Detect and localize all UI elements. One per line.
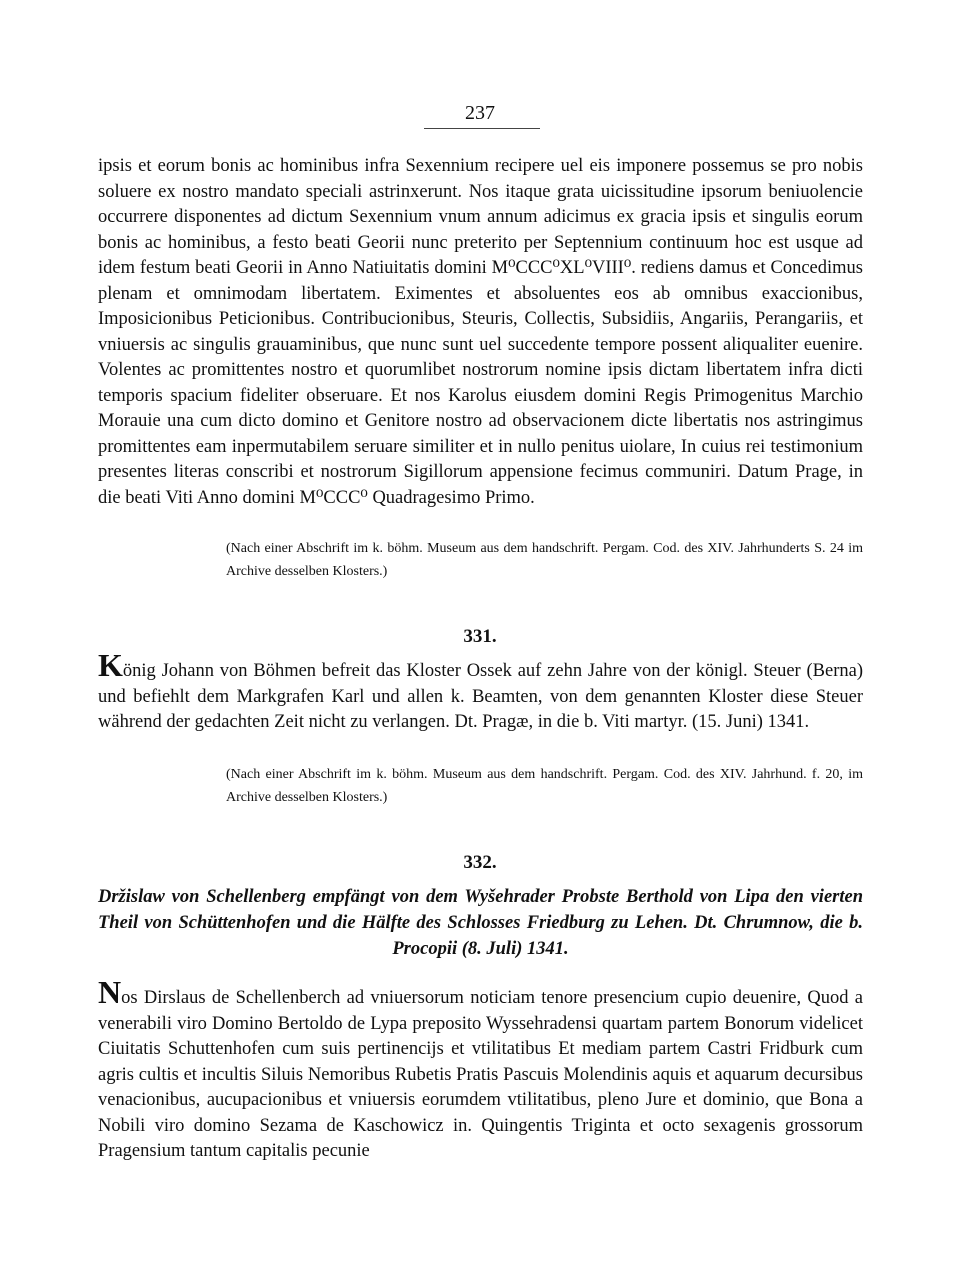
document-332-initial: N <box>98 974 122 1010</box>
document-332-regest-block <box>98 884 863 962</box>
document-331-initial: K <box>98 647 123 683</box>
document-number-332: 332. <box>463 852 497 873</box>
document-331-source-note: (Nach einer Abschrift im k. böhm. Museum aus dem handschrift. Pergam. Cod. des XIV. Jahrhund. f. 20, im Archive desselben Klosters.) <box>226 767 863 805</box>
document-331-regest-text: önig Johann von Böhmen befreit das Kloster Ossek auf zehn Jahre von der königl. Steuer (Berna) und befiehlt dem Markgrafen Karl und allen k. Beamten, von dem genannten Kloster diese Steuer während der gedachten Zeit nicht zu verlangen. Dt. Pragæ, in die b. Viti martyr. (15. Juni) 1341. <box>98 661 863 732</box>
previous-document-paragraph: ipsis et eorum bonis ac hominibus infra Sexennium recipere uel eis imponere possemus se pro nobis soluere ex nostro mandato speciali astrinxerunt. Nos itaque grata uicissitudine ipsorum beniuolencie occurrere disponentes ad dictum Sexennium vnum annum adicimus ex gracia ipsis et singulis eorum bonis ac hominibus, a festo beati Georii nunc preterito per Septennium continuum hoc est usque ad idem festum beati Georii in Anno Natiuitatis domini M⁰CCC⁰XL⁰VIII⁰. rediens damus et Concedimus plenam et omnimodam libertatem. Eximentes et absoluentes eos ab omnibus exaccionibus, Imposicionibus Peticionibus. Contribucionibus, Steuris, Collectis, Subsidiis, Angariis, Perangariis, et vniuersis ac singulis grauaminibus, que nunc sunt uel succedente tempore possent aliqualiter euenire. Volentes ac promittentes nostro et quorumlibet nostrorum nomine ipsis dictam libertatem infra dicti temporis spacium fideliter obseruare. Et nos Karolus eiusdem domini Regis Primogenitus Marchio Morauie una cum dicto domino et Genitore nostro ad observacionem dicte libertatis nos astringimus promittentes eam inpermutabilem seruare similiter et in nullo penitus uiolare, In cuius rei testimonium presentes literas conscribi et nostrorum Sigillorum appensione fecimus communiri. Datum Prage, in die beati Viti Anno domini M⁰CCC⁰ Quadragesimo Primo. <box>98 156 863 508</box>
document-332-text-body: os Dirslaus de Schellenberch ad vniuersorum noticiam tenore presencium cupio deuenire, Quod a venerabili viro Domino Bertoldo de Lypa preposito Wyssehradensi quartam partem Bonorum videlicet Ciuitatis Schuttenhofen cum suis pertinencijs et vtilitatibus Et mediam partem Castri Fridburk cum agris cultis et incultis Siluis Nemoribus Rubetis Pratis Pascuis Molendinis aquis et aquarum decursibus venacionibus, aucupacionibus et vniuersis eorumdem vtilitatibus, pleno Jure et dominio, que Bona a Nobili viro domino Sezama de Kaschowicz in. Quingentis Triginta et octo sexagenis grossorum Pragensium tantum capitalis pecunie <box>98 988 863 1161</box>
document-332-regest: Držislaw von Schellenberg empfängt von dem Wyšehrader Probste Berthold von Lipa den vierten Theil von Schüttenhofen und die Hälfte des Schlosses Friedburg zu Lehen. Dt. Chrumnow, die b. Procopii (8. Juli) 1341. <box>98 887 863 959</box>
previous-document-source-note: (Nach einer Abschrift im k. böhm. Museum aus dem handschrift. Pergam. Cod. des XIV. Jahrhunderts S. 24 im Archive desselben Klosters.) <box>226 541 863 579</box>
page-number: 237 <box>465 102 495 124</box>
page-number-rule <box>424 128 540 129</box>
previous-document-text <box>98 154 863 511</box>
document-332-text <box>98 974 863 1165</box>
document-331-regest <box>98 647 863 736</box>
document-number-331: 331. <box>463 626 497 647</box>
